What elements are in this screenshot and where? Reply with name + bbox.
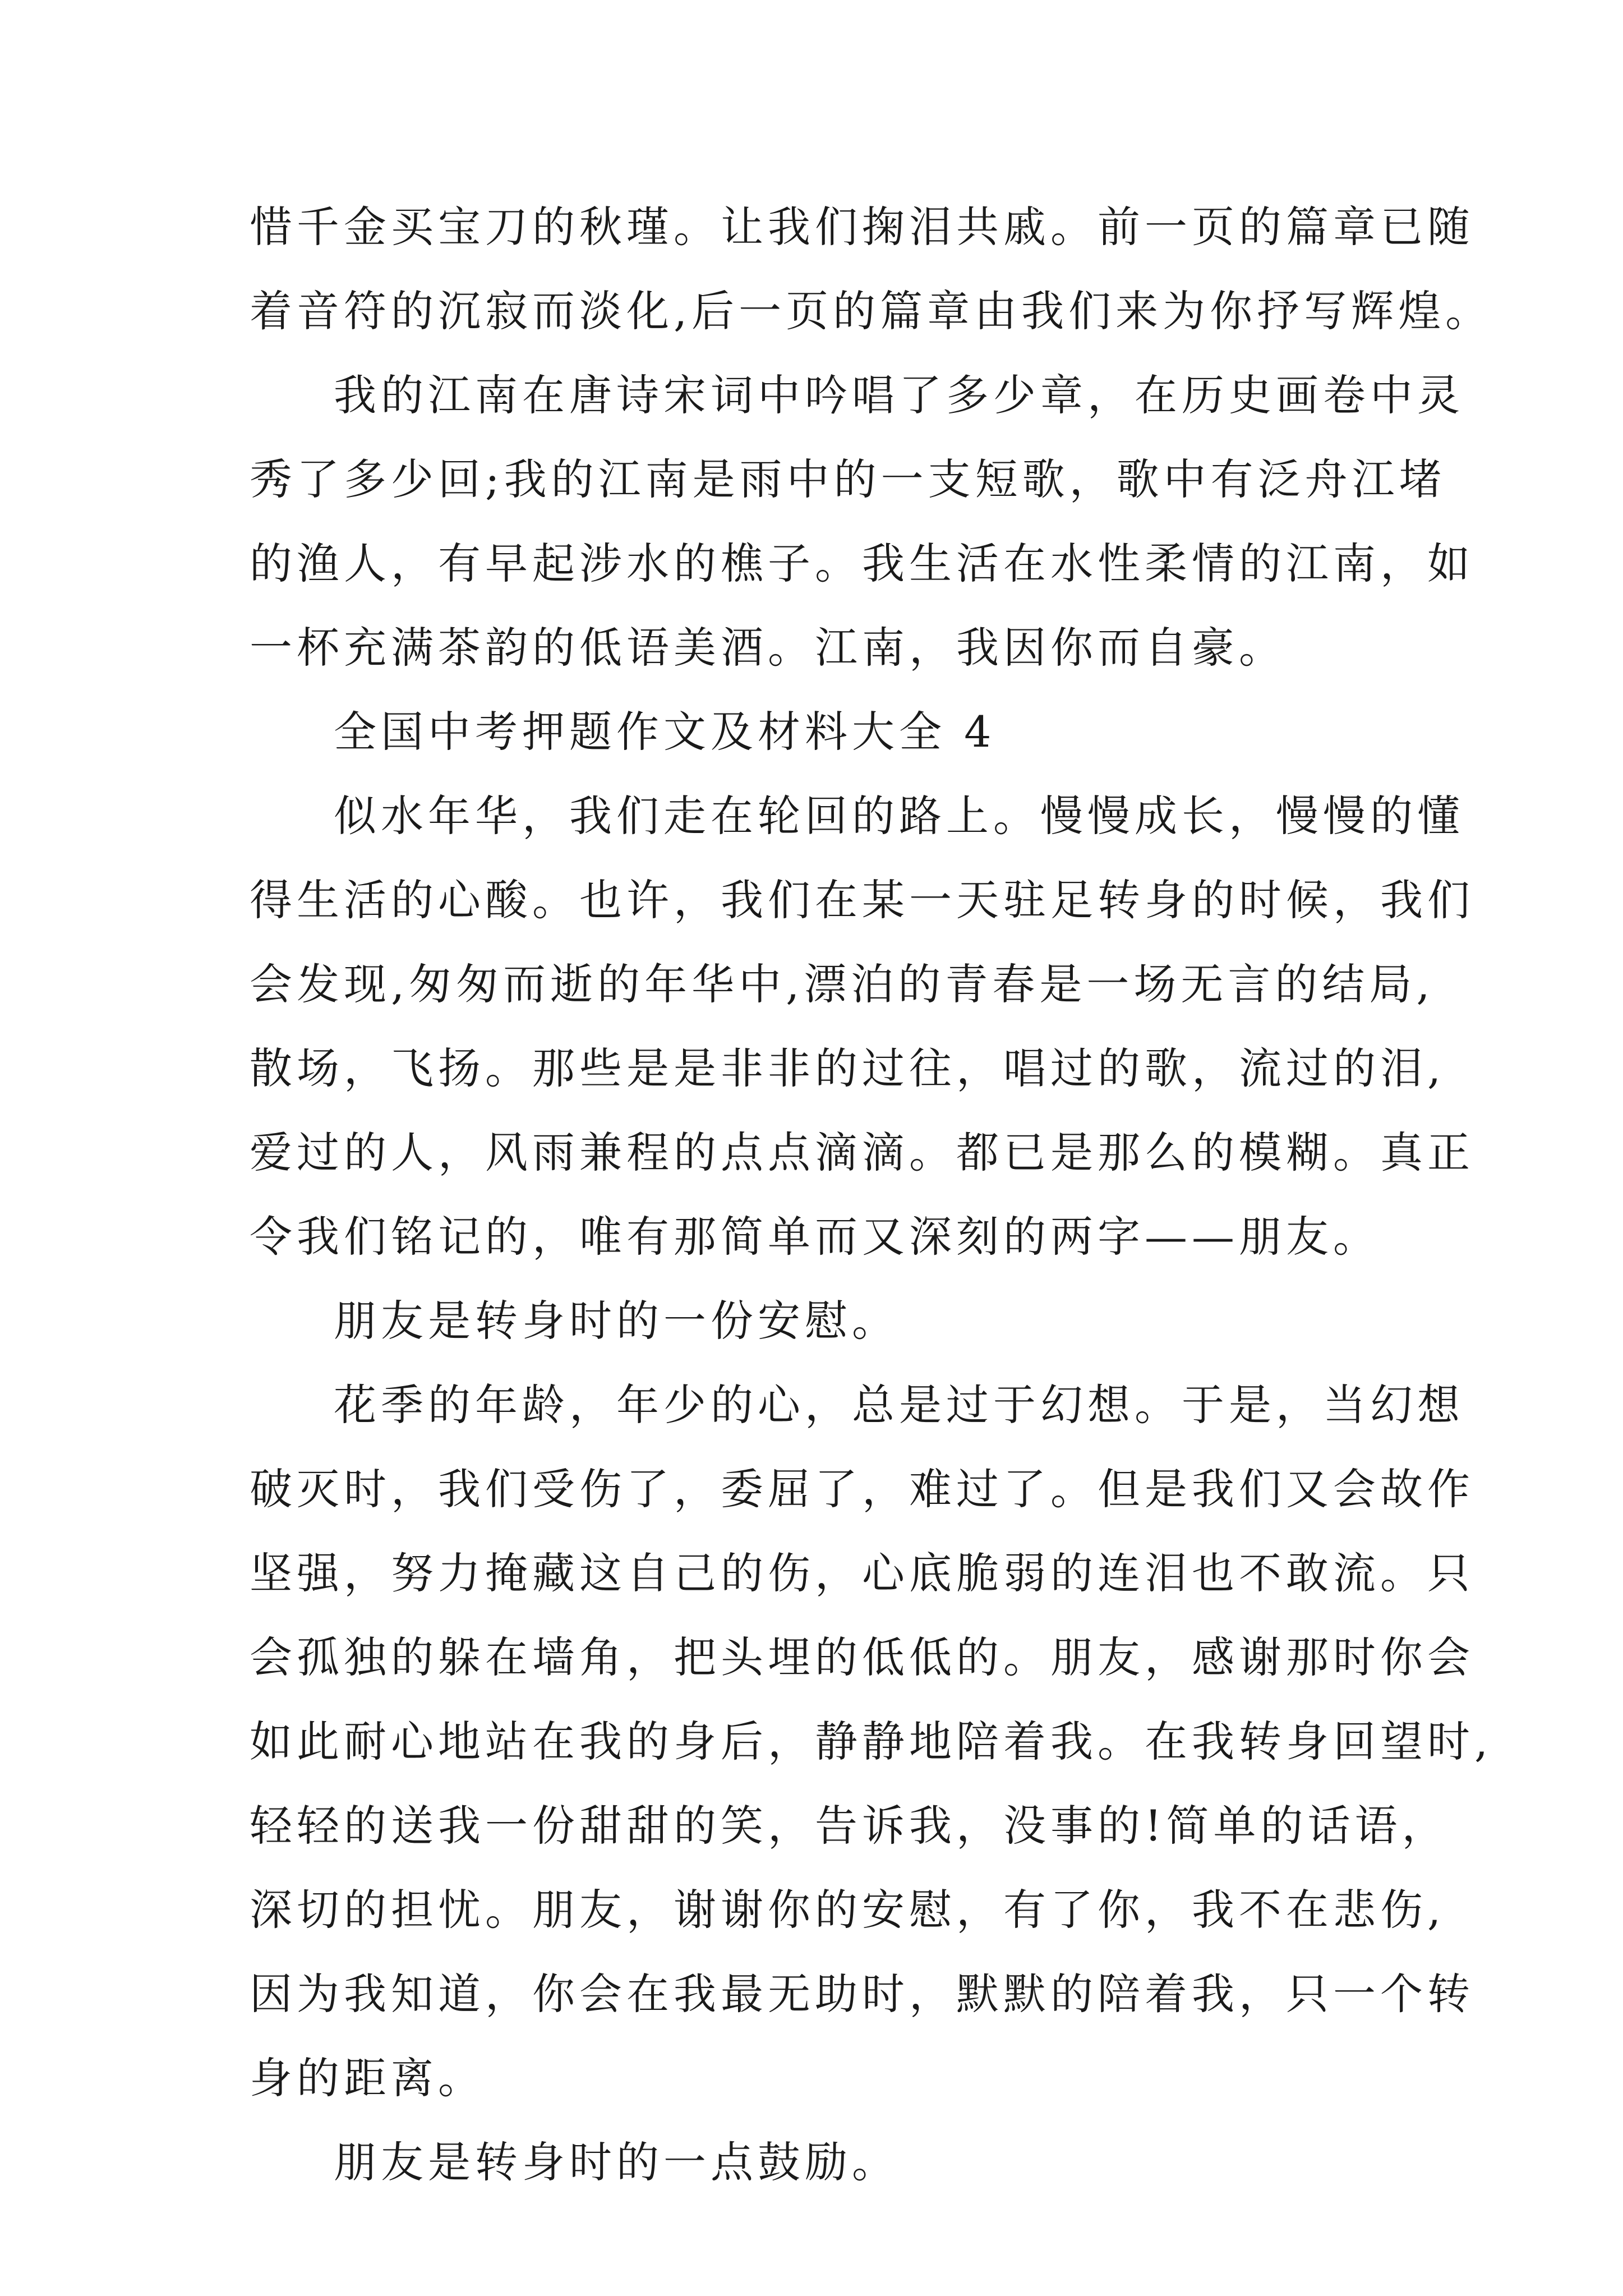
text-line: 似水年华，我们走在轮回的路上。慢慢成长，慢慢的懂	[334, 791, 1464, 841]
section-heading: 全国中考押题作文及材料大全 4	[334, 707, 996, 757]
text-line: 深切的担忧。朋友，谢谢你的安慰，有了你，我不在悲伤,	[250, 1885, 1446, 1935]
text-line: 惜千金买宝刀的秋瑾。让我们掬泪共戚。前一页的篇章已随	[250, 202, 1474, 252]
text-line: 坚强，努力掩藏这自己的伤，心底脆弱的连泪也不敢流。只	[250, 1548, 1474, 1598]
text-line: 散场，飞扬。那些是是非非的过往，唱过的歌，流过的泪,	[250, 1043, 1446, 1093]
text-line: 朋友是转身时的一份安慰。	[334, 1296, 899, 1346]
text-line: 花季的年龄，年少的心，总是过于幻想。于是，当幻想	[334, 1380, 1464, 1430]
text-line: 令我们铭记的，唯有那简单而又深刻的两字——朋友。	[250, 1212, 1380, 1262]
text-line: 的渔人，有早起涉水的樵子。我生活在水性柔情的江南，如	[250, 539, 1474, 588]
text-line: 爱过的人，风雨兼程的点点滴滴。都已是那么的模糊。真正	[250, 1128, 1474, 1177]
text-line: 因为我知道，你会在我最无助时，默默的陪着我，只一个转	[250, 1969, 1474, 2019]
text-line: 着音符的沉寂而淡化,后一页的篇章由我们来为你抒写辉煌。	[250, 286, 1493, 336]
text-line: 会孤独的躲在墙角，把头埋的低低的。朋友，感谢那时你会	[250, 1632, 1474, 1682]
text-line: 轻轻的送我一份甜甜的笑，告诉我，没事的!简单的话语，	[250, 1801, 1449, 1851]
text-line: 破灭时，我们受伤了，委屈了，难过了。但是我们又会故作	[250, 1464, 1474, 1514]
text-line: 身的距离。	[250, 2053, 485, 2103]
text-line: 会发现,匆匆而逝的年华中,漂泊的青春是一场无言的结局,	[250, 959, 1435, 1009]
text-line: 得生活的心酸。也许，我们在某一天驻足转身的时候，我们	[250, 875, 1474, 925]
text-line: 朋友是转身时的一点鼓励。	[334, 2137, 899, 2187]
text-line: 秀了多少回;我的江南是雨中的一支短歌，歌中有泛舟江堵	[250, 454, 1446, 504]
text-line: 一杯充满茶韵的低语美酒。江南，我因你而自豪。	[250, 623, 1286, 673]
text-line: 我的江南在唐诗宋词中吟唱了多少章，在历史画卷中灵	[334, 370, 1464, 420]
text-line: 如此耐心地站在我的身后，静静地陪着我。在我转身回望时,	[250, 1717, 1493, 1766]
